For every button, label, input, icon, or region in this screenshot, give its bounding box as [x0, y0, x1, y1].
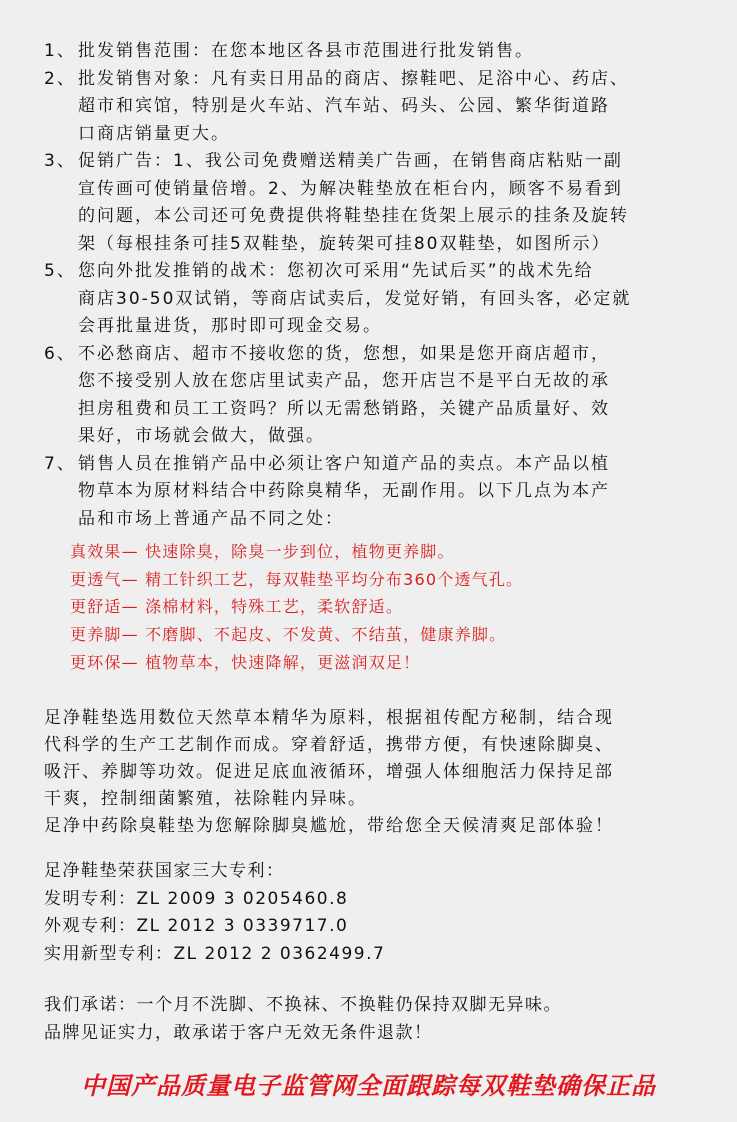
- list-item: [44, 341, 704, 451]
- patent-item: 外观专利：ZL 2012 3 0339717.0: [44, 916, 349, 936]
- patent-title: 足净鞋垫荣获国家三大专利：: [44, 861, 285, 881]
- list-number: 6、: [44, 343, 76, 364]
- feature-row: [70, 566, 710, 594]
- quality-banner: 中国产品质量电子监管网全面跟踪每双鞋垫确保正品: [81, 1072, 656, 1100]
- feature-label: 更环保—: [70, 652, 139, 672]
- promise-section: [44, 991, 704, 1047]
- text-line: 宣传画可使销量倍增。2、为解决鞋垫放在柜台内，顾客不易看到: [78, 178, 623, 199]
- feature-row: [70, 621, 710, 649]
- patent-section: [44, 858, 704, 968]
- feature-list: [70, 538, 710, 677]
- text-line: 果好，市场就会做大，做强。: [78, 426, 325, 446]
- feature-text: 植物草本，快速降解，更滋润双足！: [145, 652, 421, 672]
- text-line: 不必愁商店、超市不接收您的货，您想，如果是您开商店超市，: [78, 343, 610, 364]
- list-item: [44, 258, 704, 341]
- list-item: [44, 451, 704, 534]
- sales-guide-list: [44, 38, 704, 533]
- text-line: 会再批量进货，那时即可现金交易。: [78, 316, 382, 336]
- text-line: 的问题，本公司还可免费提供将鞋垫挂在货架上展示的挂条及旋转: [78, 206, 629, 226]
- text-line: 超市和宾馆，特别是火车站、汽车站、码头、公园、繁华街道路: [78, 96, 610, 116]
- text-line: 担房租费和员工工资吗？所以无需愁销路，关键产品质量好、效: [78, 398, 610, 419]
- feature-label: 更透气—: [70, 569, 139, 589]
- promise-line: 品牌见证实力，敢承诺于客户无效无条件退款！: [44, 1023, 433, 1043]
- feature-text: 不磨脚、不起皮、不发黄、不结茧，健康养脚。: [145, 625, 507, 645]
- text-line: 商店30-50双试销，等商店试卖后，发觉好销，有回头客，必定就: [78, 288, 632, 309]
- text-line: 批发销售范围：在您本地区各县市范围进行批发销售。: [78, 41, 534, 61]
- text-line: 销售人员在推销产品中必须让客户知道产品的卖点。本产品以植: [78, 453, 610, 474]
- text-line: 足净中药除臭鞋垫为您解除脚臭尴尬，带给您全天候清爽足部体验！: [44, 816, 614, 836]
- feature-text: 涤棉材料，特殊工艺，柔软舒适。: [145, 597, 404, 617]
- feature-text: 快速除臭，除臭一步到位，植物更养脚。: [145, 542, 455, 561]
- list-number: 7、: [44, 453, 76, 474]
- product-description: [44, 705, 708, 840]
- text-line: 口商店销量更大。: [78, 123, 230, 144]
- text-line: 物草本为原材料结合中药除臭精华，无副作用。以下几点为本产: [78, 481, 610, 501]
- list-number: 1、: [44, 41, 76, 61]
- feature-label: 更舒适—: [70, 597, 139, 617]
- list-number: 2、: [44, 68, 76, 89]
- list-number: 5、: [44, 261, 76, 281]
- list-number: 3、: [44, 151, 76, 171]
- feature-label: 更养脚—: [70, 625, 139, 645]
- text-line: 您不接受别人放在您店里试卖产品，您开店岂不是平白无故的承: [78, 371, 610, 391]
- list-item: [44, 148, 704, 258]
- feature-text: 精工针织工艺，每双鞋垫平均分布360个透气孔。: [145, 569, 524, 589]
- feature-row: [70, 649, 710, 677]
- text-line: 吸汗、养脚等功效。促进足底血液循环，增强人体细胞活力保持足部: [44, 762, 614, 782]
- promise-line: 我们承诺：一个月不洗脚、不换袜、不换鞋仍保持双脚无异味。: [44, 995, 562, 1015]
- patent-item: 实用新型专利：ZL 2012 2 0362499.7: [44, 943, 386, 964]
- list-item: [44, 38, 704, 66]
- text-line: 批发销售对象：凡有卖日用品的商店、擦鞋吧、足浴中心、药店、: [78, 68, 629, 89]
- text-line: 干爽，控制细菌繁殖，祛除鞋内异味。: [44, 789, 367, 809]
- text-line: 足净鞋垫选用数位天然草本精华为原料，根据祖传配方秘制，结合现: [44, 708, 614, 728]
- feature-row: [70, 538, 710, 566]
- text-line: 代科学的生产工艺制作而成。穿着舒适，携带方便，有快速除脚臭、: [44, 735, 614, 755]
- list-item: [44, 66, 704, 149]
- feature-row: [70, 593, 710, 621]
- text-line: 品和市场上普通产品不同之处：: [78, 508, 344, 529]
- patent-item: 发明专利：ZL 2009 3 0205460.8: [44, 888, 349, 909]
- text-line: 促销广告：1、我公司免费赠送精美广告画，在销售商店粘贴一副: [78, 151, 623, 171]
- feature-label: 真效果—: [70, 542, 139, 561]
- text-line: 您向外批发推销的战术：您初次可采用“先试后买”的战术先给: [78, 261, 594, 281]
- text-line: 架（每根挂条可挂5双鞋垫，旋转架可挂80双鞋垫，如图所示）: [78, 233, 611, 254]
